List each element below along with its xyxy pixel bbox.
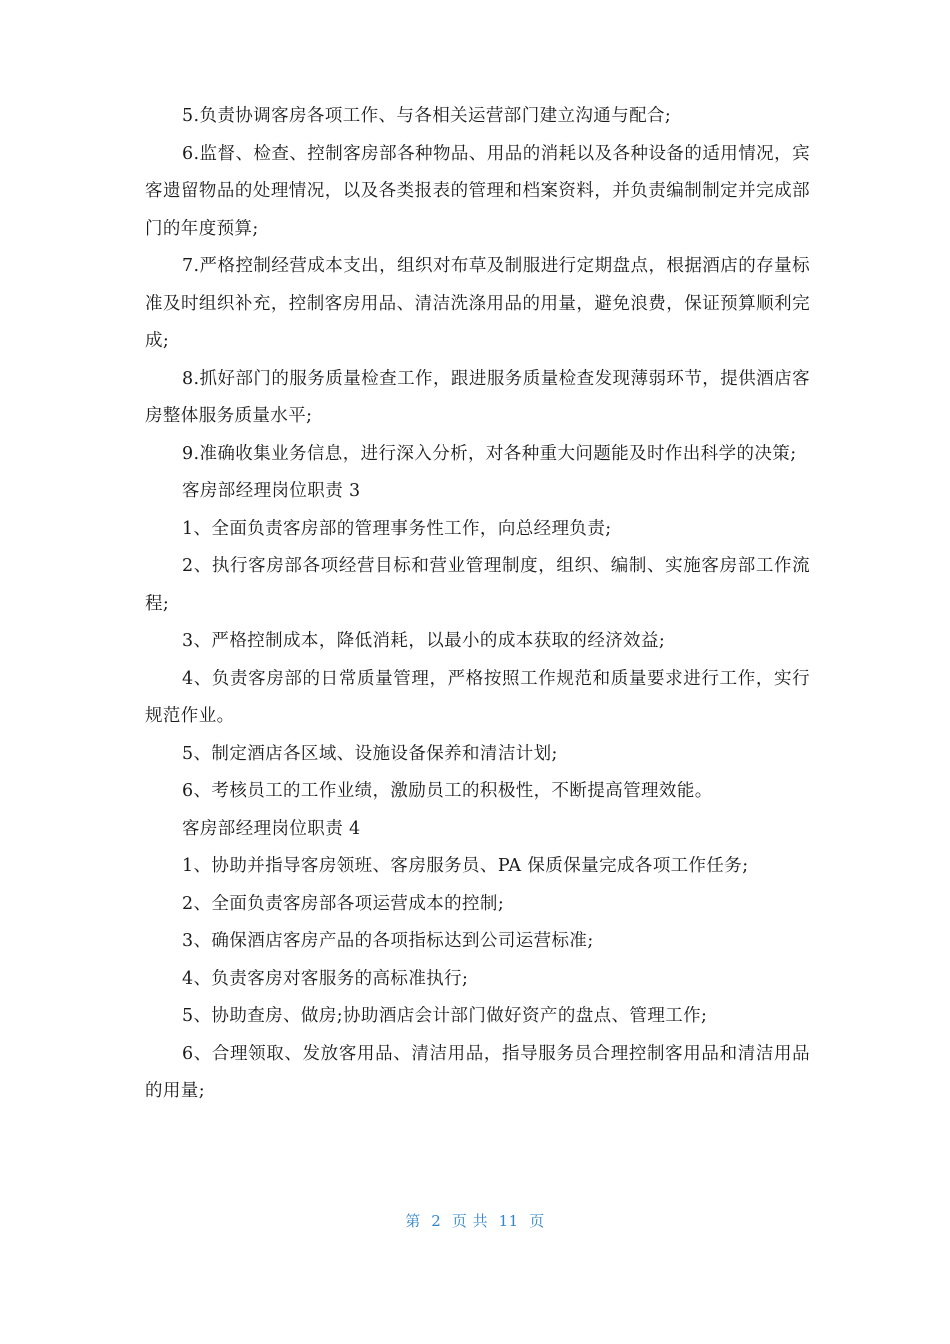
paragraph: 3、严格控制成本，降低消耗，以最小的成本获取的经济效益;	[182, 631, 666, 651]
paragraph: 6、考核员工的工作业绩，激励员工的积极性，不断提高管理效能。	[182, 781, 713, 801]
paragraph: 1、全面负责客房部的管理事务性工作，向总经理负责;	[182, 518, 612, 539]
paragraph: 7.严格控制经营成本支出，组织对布草及制服进行定期盘点，根据酒店的存量标准及时组织补充，控制客房用品、清洁洗涤用品的用量，避免浪费，保证预算顺利完成;	[145, 256, 810, 351]
paragraph: 2、执行客房部各项经营目标和营业管理制度，组织、编制、实施客房部工作流程;	[145, 556, 810, 614]
paragraph: 2、全面负责客房部各项运营成本的控制;	[182, 893, 505, 914]
paragraph: 5、协助查房、做房;协助酒店会计部门做好资产的盘点、管理工作;	[182, 1006, 708, 1026]
paragraph: 5.负责协调客房各项工作、与各相关运营部门建立沟通与配合;	[182, 106, 672, 126]
paragraph: 5、制定酒店各区域、设施设备保养和清洁计划;	[182, 743, 558, 764]
document-body	[145, 98, 810, 1111]
paragraph: 4、负责客房部的日常质量管理，严格按照工作规范和质量要求进行工作，实行规范作业。	[145, 668, 810, 726]
paragraph: 1、协助并指导客房领班、客房服务员、PA 保质保量完成各项工作任务;	[182, 856, 749, 876]
paragraph: 8.抓好部门的服务质量检查工作，跟进服务质量检查发现薄弱环节，提供酒店客房整体服务质量水平;	[145, 368, 810, 426]
paragraph: 3、确保酒店客房产品的各项指标达到公司运营标准;	[182, 931, 594, 951]
section-heading: 客房部经理岗位职责 3	[182, 481, 361, 501]
page-number-footer: 第 2 页 共 11 页	[405, 1212, 545, 1230]
section-heading: 客房部经理岗位职责 4	[182, 818, 361, 839]
paragraph: 6.监督、检查、控制客房部各种物品、用品的消耗以及各种设备的适用情况，宾客遗留物品的处理情况，以及各类报表的管理和档案资料，并负责编制制定并完成部门的年度预算;	[145, 143, 810, 239]
paragraph: 9.准确收集业务信息，进行深入分析，对各种重大问题能及时作出科学的决策;	[182, 443, 797, 464]
paragraph: 4、负责客房对客服务的高标准执行;	[182, 968, 469, 989]
paragraph: 6、合理领取、发放客用品、清洁用品，指导服务员合理控制客用品和清洁用品的用量;	[145, 1043, 810, 1101]
